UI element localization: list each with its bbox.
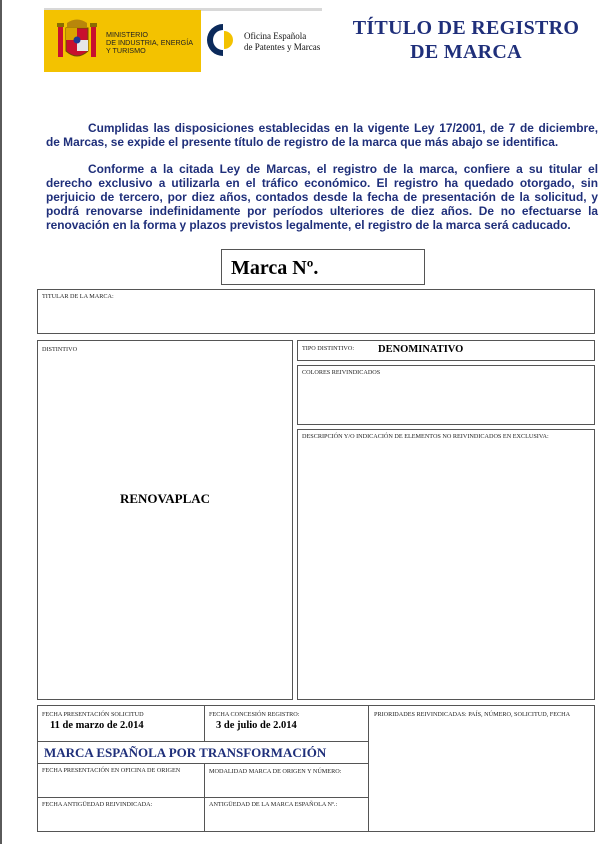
title-line-2: DE MARCA xyxy=(410,41,522,63)
office-line-2: de Patentes y Marcas xyxy=(244,42,321,52)
distintivo-label: DISTINTIVO xyxy=(42,346,78,353)
page-edge xyxy=(0,0,2,844)
fecha-concesion-label: FECHA CONCESIÓN REGISTRO: xyxy=(209,711,300,718)
modalidad-label: MODALIDAD MARCA DE ORIGEN Y NÚMERO: xyxy=(209,768,342,775)
intro-paragraph-2: Conforme a la citada Ley de Marcas, el registro de la marca, confiere a su titular el derecho exclusivo a utilizarla en el tráfico económico. El registro ha quedado otorgado, sin perjuicio de tercero, por diez años, contados desde la fecha de presentación de la solicitud, y podrá renovarse indefinidamente por períodos ulteriores de diez años. De no efectuarse la renovación en la forma y plazos previstos legalmente, el registro de la marca será caducado. xyxy=(46,162,598,232)
ministry-line-3: Y TURISMO xyxy=(106,46,146,55)
fecha-presentacion-label: FECHA PRESENTACIÓN SOLICITUD xyxy=(42,711,144,718)
ministry-name xyxy=(106,31,193,55)
office-name xyxy=(244,31,320,53)
fecha-oficina-origen-label: FECHA PRESENTACIÓN EN OFICINA DE ORIGEN xyxy=(42,767,181,774)
tipo-distintivo-value: DENOMINATIVO xyxy=(378,344,464,355)
document-title xyxy=(340,16,592,64)
antiguedad-label: ANTIGÜEDAD DE LA MARCA ESPAÑOLA Nº.: xyxy=(209,801,338,808)
office-line-1: Oficina Española xyxy=(244,31,307,41)
prioridades-box xyxy=(368,705,595,832)
marca-number-label: Marca Nº. xyxy=(231,257,319,279)
distintivo-value: RENOVAPLAC xyxy=(119,491,211,506)
ministry-line-1: MINISTERIO xyxy=(106,30,148,39)
prioridades-label: PRIORIDADES REIVINDICADAS: PAÍS, NÚMERO, SOLICITUD, FECHA xyxy=(374,711,571,718)
fecha-concesion-value: 3 de julio de 2.014 xyxy=(216,720,297,731)
oepm-logo-icon xyxy=(205,22,241,58)
marca-transformacion-title: MARCA ESPAÑOLA POR TRANSFORMACIÓN xyxy=(44,745,327,760)
coat-of-arms-icon xyxy=(56,15,98,67)
colores-label: COLORES REIVINDICADOS xyxy=(302,369,381,376)
fecha-antiguedad-label: FECHA ANTIGÜEDAD REIVINDICADA: xyxy=(42,801,153,808)
descripcion-label: DESCRIPCIÓN Y/O INDICACIÓN DE ELEMENTOS NO REIVINDICADOS EN EXCLUSIVA: xyxy=(302,433,549,440)
ministry-line-2: DE INDUSTRIA, ENERGÍA xyxy=(106,38,194,47)
intro-paragraph-1: Cumplidas las disposiciones establecidas en la vigente Ley 17/2001, de 7 de diciembre, de Marcas, se expide el presente título de registro de la marca que más abajo se identifica. xyxy=(46,121,598,149)
titular-label: TITULAR DE LA MARCA: xyxy=(42,293,114,300)
title-line-1: TÍTULO DE REGISTRO xyxy=(352,17,580,39)
titular-box xyxy=(37,289,595,334)
fecha-presentacion-value: 11 de marzo de 2.014 xyxy=(50,720,144,731)
tipo-distintivo-label: TIPO DISTINTIVO: xyxy=(302,345,355,352)
distintivo-box xyxy=(37,340,293,700)
descripcion-box xyxy=(297,429,595,700)
